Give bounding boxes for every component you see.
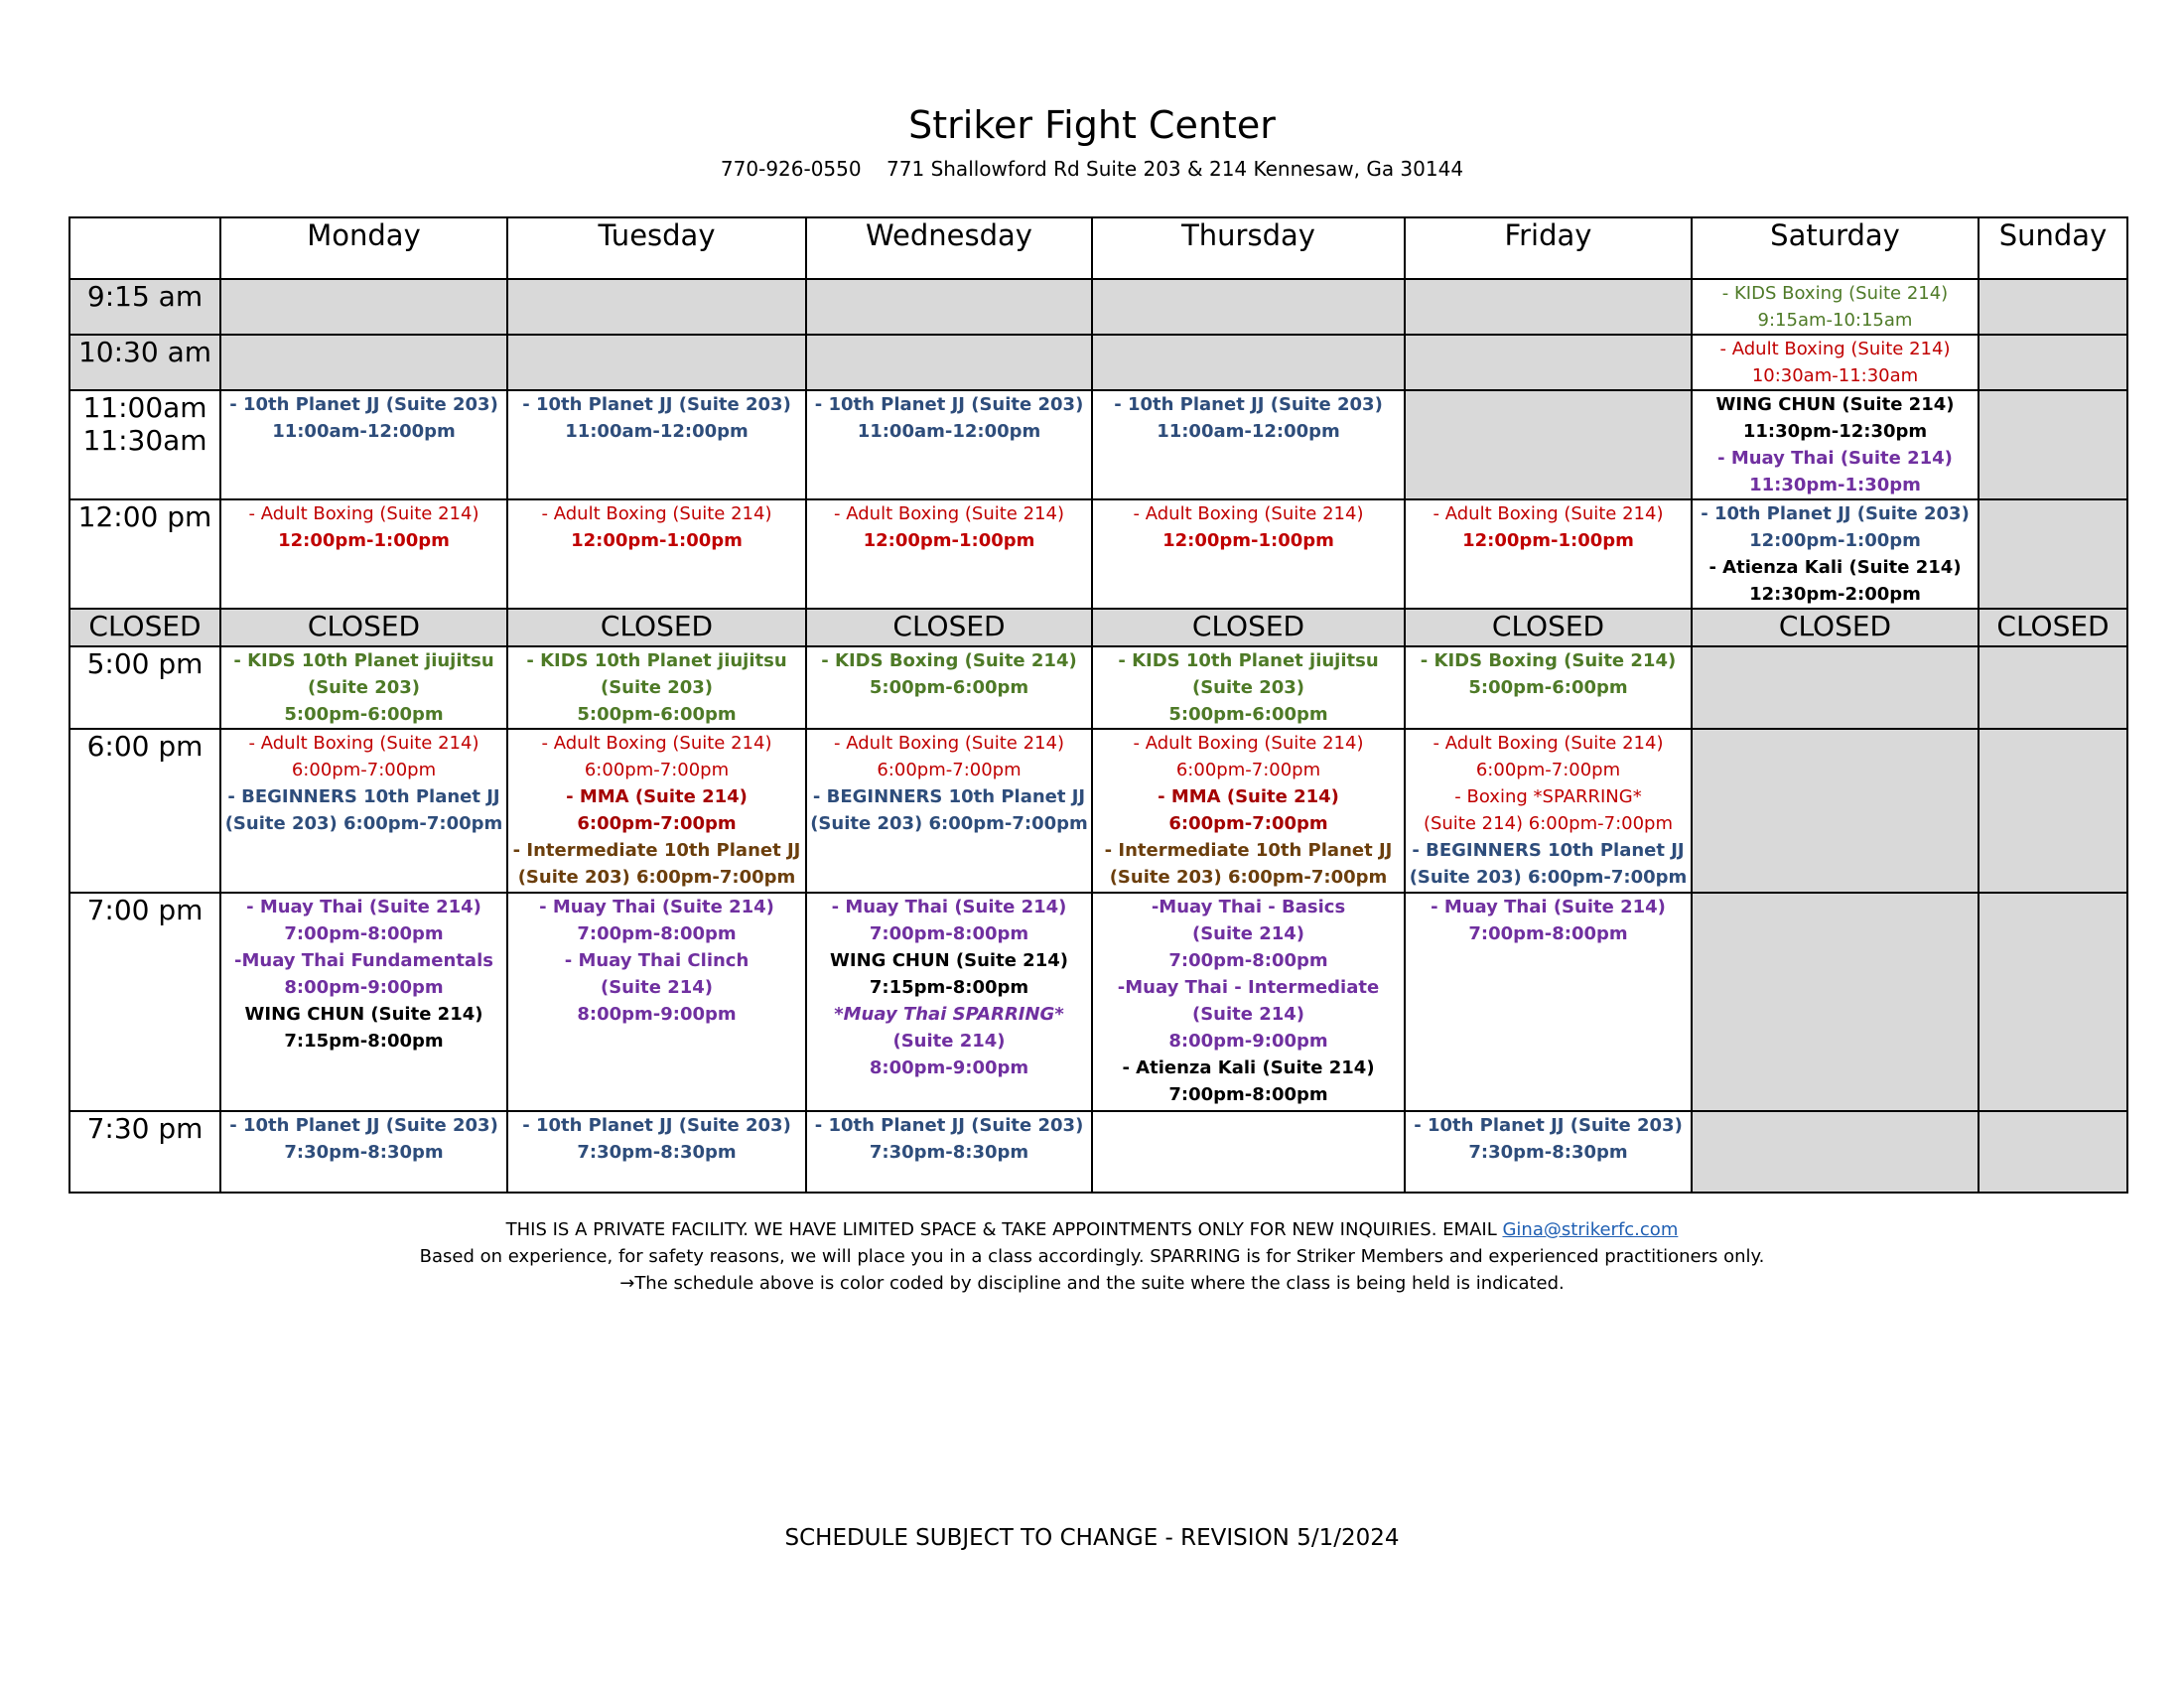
class-cell [1692, 390, 1979, 499]
empty-slot [1692, 1111, 1979, 1193]
time-label [69, 729, 220, 893]
empty-slot [1979, 279, 2127, 335]
class-list [508, 1112, 805, 1166]
class-line: 6:00pm-7:00pm [584, 760, 730, 780]
revision-note: SCHEDULE SUBJECT TO CHANGE - REVISION 5/1/2024 [784, 1525, 1400, 1551]
class-line: 7:00pm-8:00pm [1468, 923, 1628, 944]
class-line: (Suite 203) 6:00pm-7:00pm [224, 813, 503, 834]
class-line: (Suite 203) [307, 677, 421, 698]
class-line: 11:30pm-1:30pm [1749, 475, 1921, 495]
class-list [807, 391, 1091, 445]
class-line: - 10th Planet JJ (Suite 203) [1414, 1115, 1683, 1136]
time-slot-row [69, 335, 2127, 390]
class-line: 7:30pm-8:30pm [1468, 1142, 1628, 1163]
empty-slot [1092, 279, 1405, 335]
class-line: - KIDS Boxing (Suite 214) [1721, 283, 1949, 304]
class-line: 11:30pm-12:30pm [1742, 421, 1928, 442]
class-list [508, 730, 805, 891]
time-label [69, 499, 220, 609]
class-line: - 10th Planet JJ (Suite 203) [1114, 394, 1383, 415]
empty-slot [806, 335, 1092, 390]
corner-cell [69, 217, 220, 279]
class-line: (Suite 214) [1191, 923, 1305, 944]
class-line: - Adult Boxing (Suite 214) [1133, 733, 1364, 754]
class-line: - Adult Boxing (Suite 214) [248, 733, 479, 754]
class-line: (Suite 203) 6:00pm-7:00pm [1409, 867, 1688, 888]
class-cell [1092, 390, 1405, 499]
class-list [1093, 730, 1404, 891]
notice-text: THIS IS A PRIVATE FACILITY. WE HAVE LIMITED SPACE & TAKE APPOINTMENTS ONLY FOR NEW INQUIRIES. EMAIL [505, 1219, 1497, 1240]
class-line: 12:30pm-2:00pm [1749, 584, 1921, 605]
empty-slot [1979, 646, 2127, 729]
class-list [1693, 500, 1978, 608]
class-line: 6:00pm-7:00pm [1175, 760, 1321, 780]
time-text: CLOSED [88, 610, 202, 642]
class-cell [220, 499, 507, 609]
time-text: 9:15 am [86, 280, 204, 313]
contact-line: 770-926-0550 771 Shallowford Rd Suite 203 & 214 Kennesaw, Ga 30144 [720, 157, 1464, 181]
class-list [508, 500, 805, 554]
class-cell [1092, 499, 1405, 609]
class-line: - 10th Planet JJ (Suite 203) [522, 394, 791, 415]
class-list [807, 500, 1091, 554]
class-cell [806, 1111, 1092, 1193]
class-line: - Adult Boxing (Suite 214) [834, 503, 1064, 524]
class-line: 5:00pm-6:00pm [1468, 677, 1628, 698]
class-list [807, 1112, 1091, 1166]
time-slot-row [69, 646, 2127, 729]
class-line: - KIDS 10th Planet jiujitsu [233, 650, 494, 671]
empty-slot [1092, 335, 1405, 390]
class-line: (Suite 203) [600, 677, 714, 698]
class-cell [507, 1111, 806, 1193]
day-header-row [69, 217, 2127, 279]
class-cell [1092, 729, 1405, 893]
class-list [508, 647, 805, 728]
day-header: Thursday [1092, 217, 1405, 279]
class-line: 11:00am-12:00pm [565, 421, 749, 442]
empty-slot [1405, 335, 1692, 390]
class-line: - BEGINNERS 10th Planet JJ [812, 786, 1086, 807]
class-line: (Suite 214) [1191, 1004, 1305, 1025]
class-cell [1405, 729, 1692, 893]
class-line: - Adult Boxing (Suite 214) [248, 503, 479, 524]
class-cell [507, 893, 806, 1111]
closed-cell: CLOSED [806, 609, 1092, 646]
class-line: (Suite 203) 6:00pm-7:00pm [810, 813, 1088, 834]
time-text: 7:30 pm [86, 1112, 204, 1145]
class-line: 6:00pm-7:00pm [291, 760, 437, 780]
class-line: - Adult Boxing (Suite 214) [834, 733, 1064, 754]
time-text: 11:00am [82, 391, 207, 424]
empty-slot [1979, 335, 2127, 390]
empty-slot [507, 335, 806, 390]
private-facility-notice [0, 1219, 2184, 1240]
class-line: 6:00pm-7:00pm [877, 760, 1022, 780]
class-line: (Suite 203) [1191, 677, 1305, 698]
empty-slot [220, 335, 507, 390]
class-line: *Muay Thai SPARRING* [834, 1004, 1064, 1025]
class-line: - BEGINNERS 10th Planet JJ [227, 786, 500, 807]
empty-slot [507, 279, 806, 335]
time-label [69, 335, 220, 390]
class-list [508, 391, 805, 445]
class-cell [806, 499, 1092, 609]
schedule-table [68, 216, 2128, 1194]
class-line: 7:15pm-8:00pm [869, 977, 1029, 998]
class-line: - KIDS 10th Planet jiujitsu [526, 650, 787, 671]
time-text: 7:00 pm [86, 894, 204, 926]
class-line: 11:00am-12:00pm [1157, 421, 1340, 442]
class-line: - Muay Thai (Suite 214) [1717, 448, 1953, 469]
class-line: 8:00pm-9:00pm [284, 977, 444, 998]
class-line: - 10th Planet JJ (Suite 203) [1701, 503, 1970, 524]
class-line: 5:00pm-6:00pm [1168, 704, 1328, 725]
class-cell [806, 646, 1092, 729]
class-line: 6:00pm-7:00pm [1475, 760, 1621, 780]
time-label [69, 1111, 220, 1193]
class-line: - Adult Boxing (Suite 214) [541, 733, 772, 754]
day-header: Tuesday [507, 217, 806, 279]
empty-slot [1405, 279, 1692, 335]
class-cell [1405, 893, 1692, 1111]
class-line: 12:00pm-1:00pm [1462, 530, 1634, 551]
class-cell [220, 390, 507, 499]
class-list [508, 894, 805, 1028]
class-line: - 10th Planet JJ (Suite 203) [522, 1115, 791, 1136]
day-header: Wednesday [806, 217, 1092, 279]
closed-cell: CLOSED [1692, 609, 1979, 646]
class-line: - Atienza Kali (Suite 214) [1122, 1057, 1375, 1078]
class-cell [220, 893, 507, 1111]
class-line: 7:00pm-8:00pm [577, 923, 737, 944]
class-list [221, 730, 506, 837]
class-line: -Muay Thai Fundamentals [234, 950, 493, 971]
day-header: Monday [220, 217, 507, 279]
class-cell [1092, 893, 1405, 1111]
class-list [1406, 647, 1691, 701]
class-cell [220, 729, 507, 893]
class-cell [806, 893, 1092, 1111]
empty-slot [1979, 729, 2127, 893]
class-line: - Boxing *SPARRING* [1454, 786, 1642, 807]
class-line: 7:00pm-8:00pm [284, 923, 444, 944]
class-list [807, 647, 1091, 701]
class-list [221, 391, 506, 445]
closed-cell: CLOSED [220, 609, 507, 646]
class-line: 12:00pm-1:00pm [1162, 530, 1334, 551]
class-line: (Suite 214) [892, 1031, 1006, 1052]
class-line: 7:00pm-8:00pm [869, 923, 1029, 944]
class-line: - 10th Planet JJ (Suite 203) [814, 394, 1084, 415]
time-slot-row [69, 893, 2127, 1111]
class-cell [1405, 646, 1692, 729]
class-line: - Intermediate 10th Planet JJ [512, 840, 801, 861]
class-list [807, 894, 1091, 1081]
closed-cell: CLOSED [1979, 609, 2127, 646]
class-line: (Suite 203) 6:00pm-7:00pm [517, 867, 796, 888]
class-list [1406, 500, 1691, 554]
class-line: 10:30am-11:30am [1751, 365, 1919, 386]
class-line: 5:00pm-6:00pm [577, 704, 737, 725]
class-line: - MMA (Suite 214) [1158, 786, 1339, 807]
class-cell [507, 390, 806, 499]
class-list [221, 500, 506, 554]
class-cell [220, 646, 507, 729]
class-line: 11:00am-12:00pm [272, 421, 456, 442]
class-line: 5:00pm-6:00pm [284, 704, 444, 725]
color-code-note: →The schedule above is color coded by discipline and the suite where the class is being held is indicated. [619, 1273, 1565, 1294]
time-text: 10:30 am [77, 336, 212, 368]
class-list [221, 1112, 506, 1166]
time-label [69, 390, 220, 499]
time-label [69, 609, 220, 646]
class-list [1406, 730, 1691, 891]
class-line: - Muay Thai (Suite 214) [246, 897, 481, 917]
class-cell [1405, 1111, 1692, 1193]
class-line: - Adult Boxing (Suite 214) [1719, 339, 1951, 359]
class-line: - 10th Planet JJ (Suite 203) [229, 1115, 498, 1136]
class-line: 7:30pm-8:30pm [577, 1142, 737, 1163]
time-slot-row [69, 1111, 2127, 1193]
class-line: 5:00pm-6:00pm [869, 677, 1029, 698]
class-cell [806, 390, 1092, 499]
class-line: WING CHUN (Suite 214) [830, 950, 1068, 971]
class-line: 8:00pm-9:00pm [869, 1057, 1029, 1078]
time-text: 11:30am [82, 424, 207, 457]
class-line: - Muay Thai (Suite 214) [1431, 897, 1666, 917]
class-list [1093, 500, 1404, 554]
class-line: - 10th Planet JJ (Suite 203) [229, 394, 498, 415]
class-line: 12:00pm-1:00pm [571, 530, 743, 551]
class-list [1693, 391, 1978, 498]
class-line: -Muay Thai - Basics [1151, 897, 1346, 917]
class-line: 7:15pm-8:00pm [284, 1031, 444, 1052]
class-list [221, 647, 506, 728]
class-list [1693, 336, 1978, 389]
class-line: 6:00pm-7:00pm [1168, 813, 1328, 834]
class-cell [1692, 335, 1979, 390]
class-line: - Muay Thai (Suite 214) [831, 897, 1067, 917]
closed-row [69, 609, 2127, 646]
time-slot-row [69, 390, 2127, 499]
class-line: 8:00pm-9:00pm [1168, 1031, 1328, 1052]
empty-slot [220, 279, 507, 335]
class-line: - 10th Planet JJ (Suite 203) [814, 1115, 1084, 1136]
class-line: - KIDS Boxing (Suite 214) [821, 650, 1077, 671]
class-line: 7:30pm-8:30pm [869, 1142, 1029, 1163]
class-list [1093, 391, 1404, 445]
time-text: 12:00 pm [77, 500, 212, 533]
class-line: 12:00pm-1:00pm [278, 530, 450, 551]
class-line: - Muay Thai Clinch [564, 950, 750, 971]
time-slot-row [69, 279, 2127, 335]
time-label [69, 646, 220, 729]
class-line: (Suite 214) [600, 977, 714, 998]
time-slot-row [69, 499, 2127, 609]
time-label [69, 893, 220, 1111]
class-line: - KIDS Boxing (Suite 214) [1420, 650, 1677, 671]
empty-slot [1692, 646, 1979, 729]
class-line: (Suite 214) 6:00pm-7:00pm [1423, 813, 1674, 834]
class-cell [507, 729, 806, 893]
class-line: -Muay Thai - Intermediate [1117, 977, 1380, 998]
class-line: 7:30pm-8:30pm [284, 1142, 444, 1163]
class-line: 6:00pm-7:00pm [577, 813, 737, 834]
class-list [1093, 894, 1404, 1108]
day-header: Friday [1405, 217, 1692, 279]
time-slot-row [69, 729, 2127, 893]
empty-slot [1692, 893, 1979, 1111]
class-line: - BEGINNERS 10th Planet JJ [1412, 840, 1685, 861]
empty-slot [1692, 729, 1979, 893]
page-title: Striker Fight Center [908, 103, 1276, 147]
class-cell [507, 646, 806, 729]
day-header: Sunday [1979, 217, 2127, 279]
experience-note: Based on experience, for safety reasons, we will place you in a class accordingly. SPARRING is for Striker Members and experienced practitioners only. [419, 1246, 1765, 1267]
time-text: 6:00 pm [86, 730, 204, 763]
empty-slot [806, 279, 1092, 335]
class-line: - Adult Boxing (Suite 214) [1133, 503, 1364, 524]
class-cell [1692, 499, 1979, 609]
class-list [1406, 894, 1691, 947]
class-cell [1092, 646, 1405, 729]
class-cell [1405, 499, 1692, 609]
empty-slot [1979, 499, 2127, 609]
empty-slot [1405, 390, 1692, 499]
empty-slot [1979, 1111, 2127, 1193]
time-text: 5:00 pm [86, 647, 204, 680]
class-line: 12:00pm-1:00pm [1749, 530, 1921, 551]
closed-cell: CLOSED [1092, 609, 1405, 646]
class-line: - Adult Boxing (Suite 214) [1433, 503, 1664, 524]
class-cell [1692, 279, 1979, 335]
class-line: 8:00pm-9:00pm [577, 1004, 737, 1025]
time-label [69, 279, 220, 335]
class-line: 9:15am-10:15am [1757, 310, 1913, 331]
class-line: - KIDS 10th Planet jiujitsu [1118, 650, 1379, 671]
class-cell [1092, 1111, 1405, 1193]
class-list [1093, 647, 1404, 728]
closed-cell: CLOSED [1405, 609, 1692, 646]
class-line: 7:00pm-8:00pm [1168, 950, 1328, 971]
class-line: (Suite 203) 6:00pm-7:00pm [1109, 867, 1388, 888]
class-list [807, 730, 1091, 837]
class-line: 7:00pm-8:00pm [1168, 1084, 1328, 1105]
email-link[interactable]: Gina@strikerfc.com [1502, 1219, 1679, 1240]
class-line: - MMA (Suite 214) [566, 786, 748, 807]
class-line: 11:00am-12:00pm [857, 421, 1041, 442]
class-line: - Atienza Kali (Suite 214) [1708, 557, 1962, 578]
class-line: - Muay Thai (Suite 214) [539, 897, 774, 917]
day-header: Saturday [1692, 217, 1979, 279]
class-line: WING CHUN (Suite 214) [244, 1004, 483, 1025]
class-line: 12:00pm-1:00pm [863, 530, 1035, 551]
closed-cell: CLOSED [507, 609, 806, 646]
empty-slot [1979, 893, 2127, 1111]
class-cell [220, 1111, 507, 1193]
class-list [1693, 280, 1978, 334]
class-cell [507, 499, 806, 609]
class-list [1406, 1112, 1691, 1166]
class-cell [806, 729, 1092, 893]
class-line: - Adult Boxing (Suite 214) [541, 503, 772, 524]
class-list [221, 894, 506, 1055]
class-line: - Intermediate 10th Planet JJ [1104, 840, 1393, 861]
class-line: - Adult Boxing (Suite 214) [1433, 733, 1664, 754]
empty-slot [1979, 390, 2127, 499]
class-line: WING CHUN (Suite 214) [1715, 394, 1955, 415]
